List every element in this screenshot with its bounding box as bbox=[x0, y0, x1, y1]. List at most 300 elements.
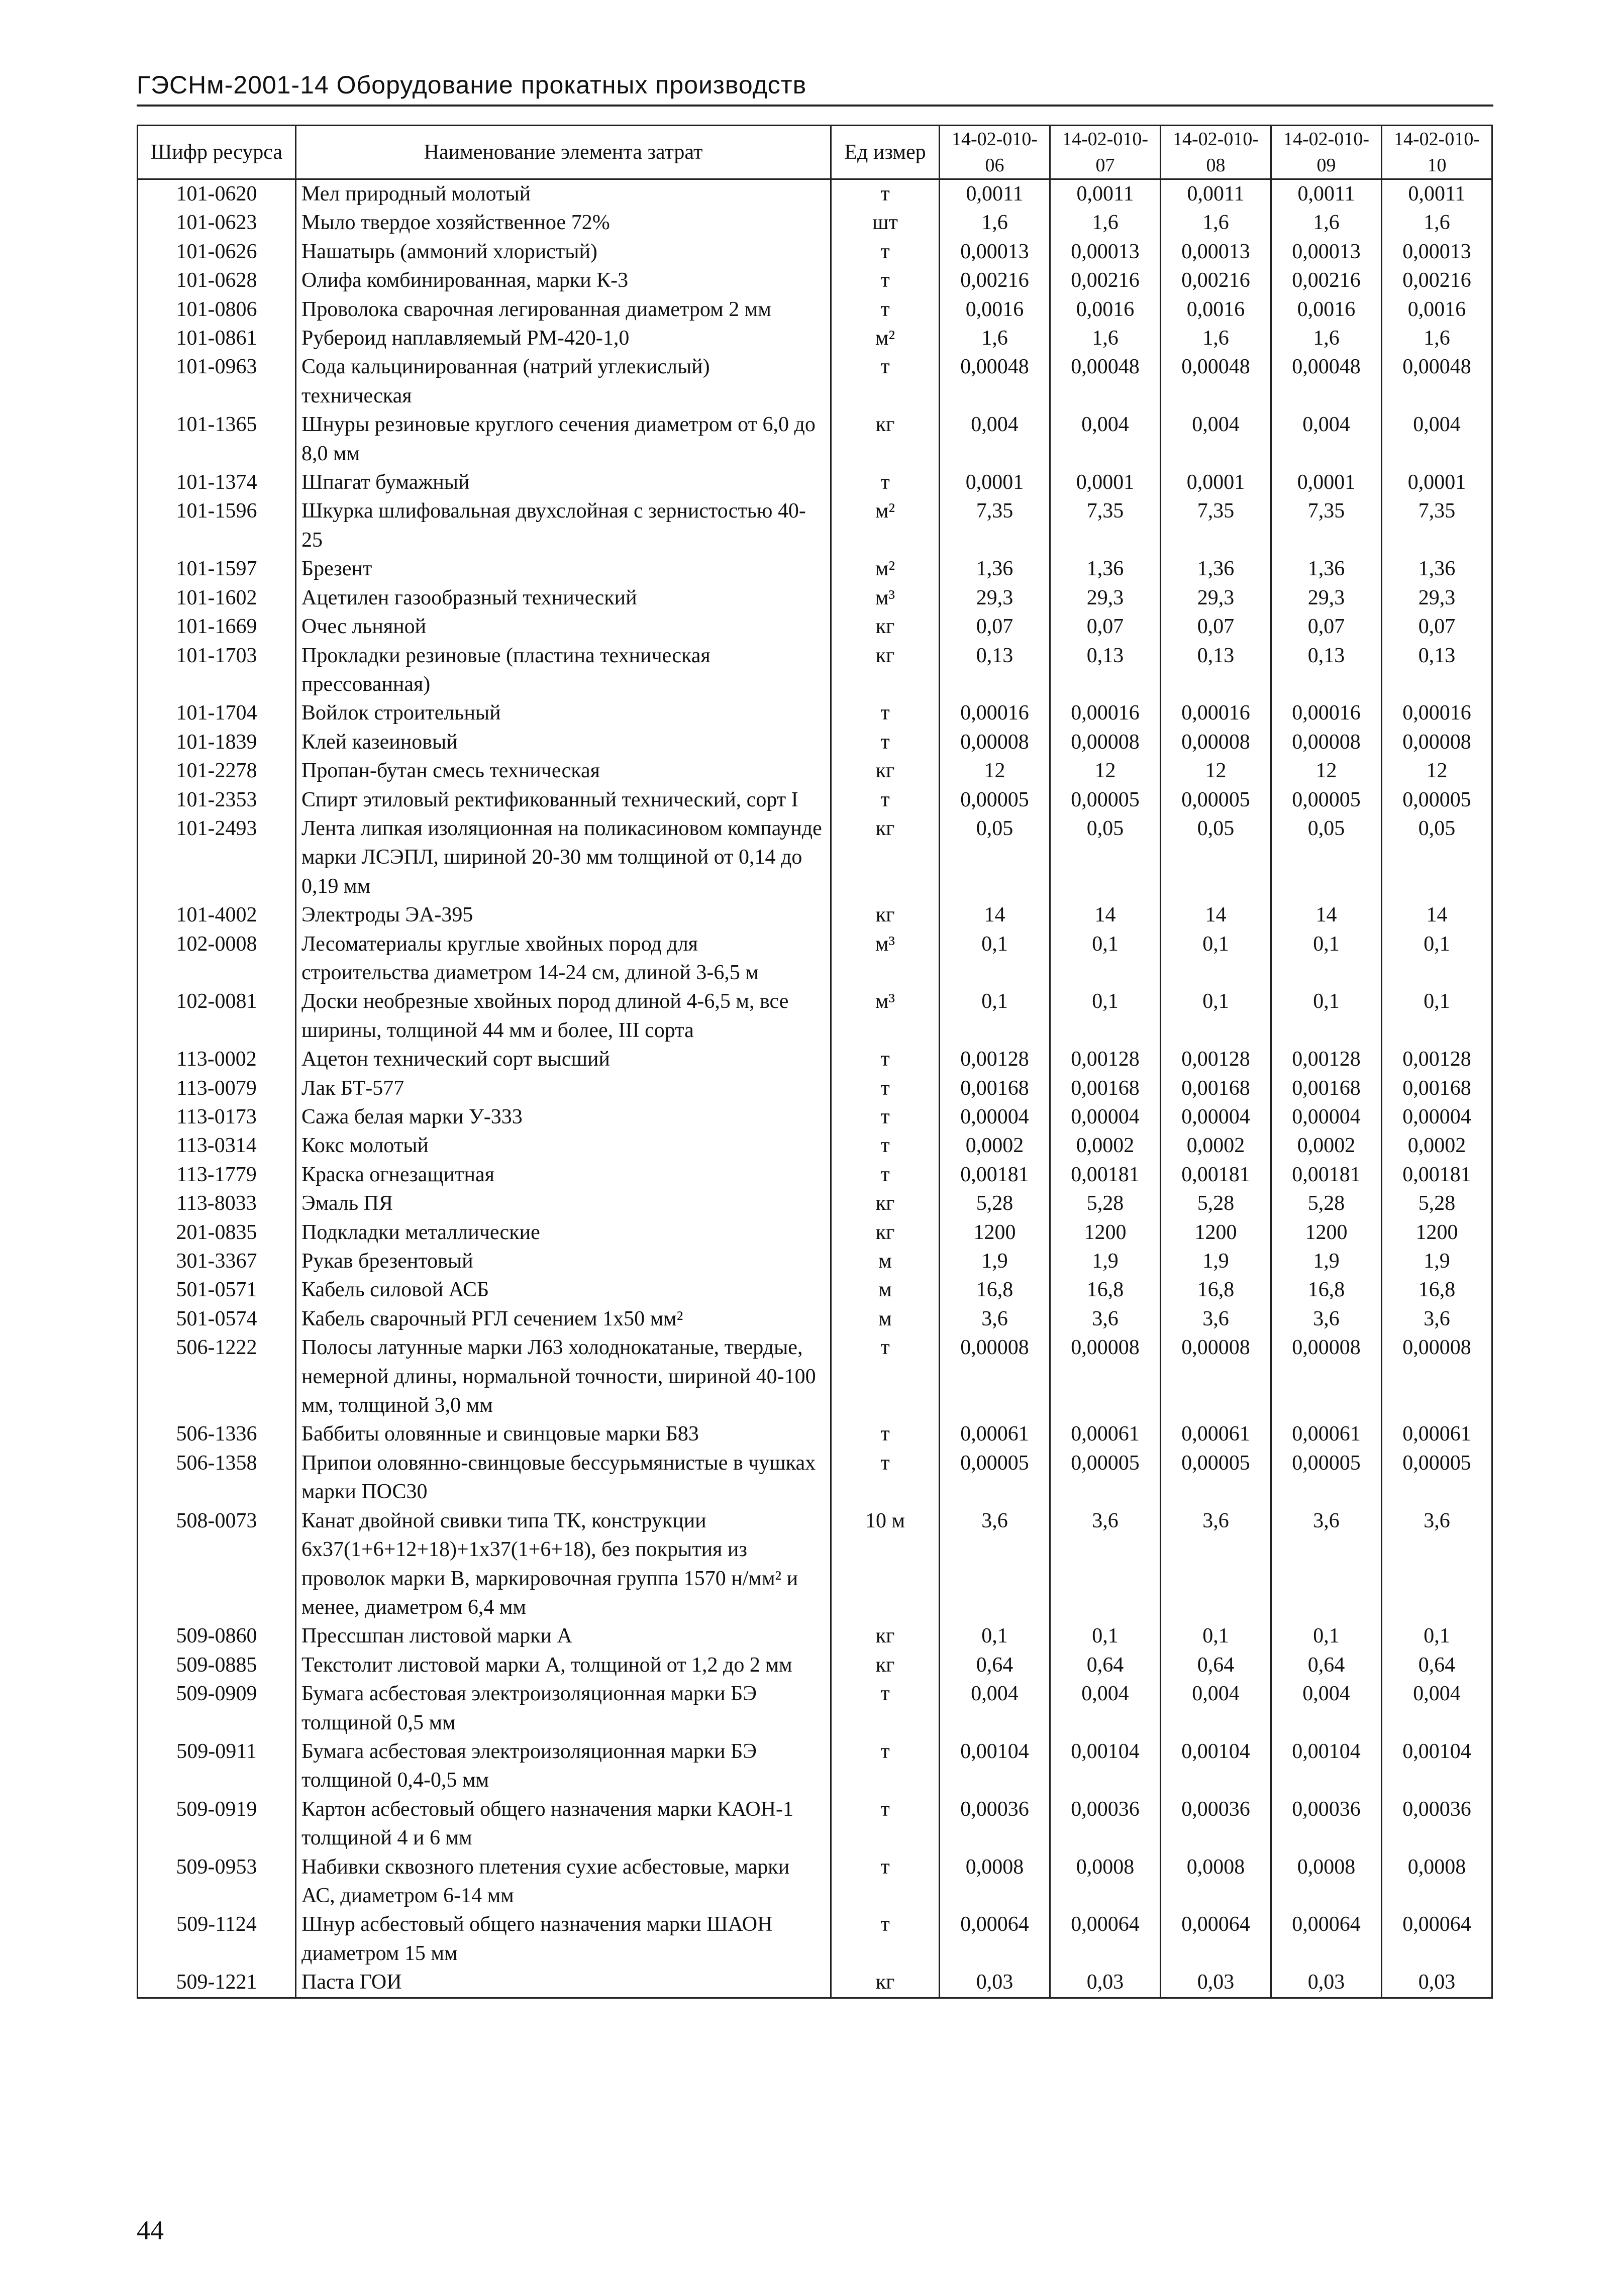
cell-value: 0,00005 bbox=[940, 1449, 1050, 1507]
cell-name: Войлок строительный bbox=[296, 699, 831, 728]
col-header-rate: 14-02-010-06 bbox=[940, 126, 1050, 179]
cell-value: 0,00013 bbox=[1161, 238, 1271, 266]
cell-name: Мыло твердое хозяйственное 72% bbox=[296, 209, 831, 237]
cell-value: 14 bbox=[940, 901, 1050, 930]
cell-name: Шкурка шлифовальная двухслойная с зернистостью 40-25 bbox=[296, 497, 831, 555]
cell-code: 501-0574 bbox=[138, 1305, 296, 1333]
cell-value: 0,07 bbox=[1050, 612, 1161, 641]
cell-value: 0,1 bbox=[1271, 1622, 1382, 1651]
cell-value: 0,1 bbox=[940, 987, 1050, 1045]
cell-value: 0,0016 bbox=[1382, 295, 1492, 324]
cell-unit: кг bbox=[831, 1651, 940, 1680]
cell-unit: т bbox=[831, 1853, 940, 1911]
cell-value: 0,00128 bbox=[1271, 1045, 1382, 1074]
cell-value: 0,00008 bbox=[1050, 728, 1161, 757]
cell-value: 0,00005 bbox=[1161, 786, 1271, 814]
cell-code: 102-0081 bbox=[138, 987, 296, 1045]
cell-value: 0,00004 bbox=[1382, 1103, 1492, 1131]
cell-value: 0,00168 bbox=[940, 1074, 1050, 1103]
cell-value: 1,36 bbox=[1050, 555, 1161, 583]
cell-value: 29,3 bbox=[1271, 584, 1382, 612]
cell-value: 0,1 bbox=[1271, 987, 1382, 1045]
table-row bbox=[138, 1651, 1492, 1680]
cell-value: 0,00128 bbox=[940, 1045, 1050, 1074]
cell-value: 0,0011 bbox=[940, 179, 1050, 209]
cell-value: 0,00061 bbox=[940, 1420, 1050, 1449]
cell-code: 101-1374 bbox=[138, 468, 296, 497]
table-row bbox=[138, 353, 1492, 410]
table-row bbox=[138, 1420, 1492, 1449]
cell-value: 0,00016 bbox=[940, 699, 1050, 728]
cell-code: 301-3367 bbox=[138, 1247, 296, 1276]
cell-value: 0,00064 bbox=[1050, 1910, 1161, 1968]
cell-code: 508-0073 bbox=[138, 1507, 296, 1622]
cell-name: Сода кальцинированная (натрий углекислый) техническая bbox=[296, 353, 831, 410]
cell-value: 0,00013 bbox=[1271, 238, 1382, 266]
table-row bbox=[138, 1968, 1492, 1998]
cell-value: 0,00104 bbox=[1050, 1737, 1161, 1795]
cell-name: Клей казеиновый bbox=[296, 728, 831, 757]
cell-code: 113-0173 bbox=[138, 1103, 296, 1131]
table-row bbox=[138, 1189, 1492, 1218]
cell-name: Брезент bbox=[296, 555, 831, 583]
table-row bbox=[138, 814, 1492, 901]
cell-value: 0,0011 bbox=[1161, 179, 1271, 209]
cell-value: 29,3 bbox=[1382, 584, 1492, 612]
table-row bbox=[138, 238, 1492, 266]
cell-value: 16,8 bbox=[1382, 1276, 1492, 1304]
cell-name: Эмаль ПЯ bbox=[296, 1189, 831, 1218]
table-row bbox=[138, 1305, 1492, 1333]
cell-value: 0,64 bbox=[1271, 1651, 1382, 1680]
cell-name: Канат двойной свивки типа ТК, конструкции 6х37(1+6+12+18)+1х37(1+6+18), без покрытия из проволок марки В, маркировочная группа 1570 н/мм² и менее, диаметром 6,4 мм bbox=[296, 1507, 831, 1622]
cell-value: 1,6 bbox=[1161, 209, 1271, 237]
cell-value: 5,28 bbox=[1161, 1189, 1271, 1218]
cell-name: Полосы латунные марки Л63 холоднокатаные, твердые, немерной длины, нормальной точности, шириной 40-100 мм, толщиной 3,0 мм bbox=[296, 1333, 831, 1420]
cell-code: 101-2493 bbox=[138, 814, 296, 901]
cell-value: 0,00104 bbox=[1271, 1737, 1382, 1795]
cell-value: 0,00181 bbox=[940, 1161, 1050, 1189]
cell-value: 1,9 bbox=[1382, 1247, 1492, 1276]
cell-value: 7,35 bbox=[940, 497, 1050, 555]
cell-code: 509-1124 bbox=[138, 1910, 296, 1968]
cell-value: 0,07 bbox=[1271, 612, 1382, 641]
table-row bbox=[138, 699, 1492, 728]
cell-value: 1,36 bbox=[1271, 555, 1382, 583]
cell-value: 0,05 bbox=[1271, 814, 1382, 901]
table-row bbox=[138, 324, 1492, 353]
cell-unit: кг bbox=[831, 757, 940, 785]
cell-value: 1,9 bbox=[1271, 1247, 1382, 1276]
cell-value: 0,00064 bbox=[940, 1910, 1050, 1968]
cell-value: 0,00048 bbox=[940, 353, 1050, 410]
cell-code: 113-0079 bbox=[138, 1074, 296, 1103]
cell-value: 0,00048 bbox=[1382, 353, 1492, 410]
cell-value: 0,00016 bbox=[1271, 699, 1382, 728]
cell-value: 0,00064 bbox=[1382, 1910, 1492, 1968]
cell-value: 0,1 bbox=[1050, 987, 1161, 1045]
table-row bbox=[138, 612, 1492, 641]
col-header-code: Шифр ресурса bbox=[138, 126, 296, 179]
cell-code: 101-1596 bbox=[138, 497, 296, 555]
cell-value: 16,8 bbox=[1271, 1276, 1382, 1304]
cell-value: 14 bbox=[1050, 901, 1161, 930]
table-row bbox=[138, 728, 1492, 757]
cell-value: 0,07 bbox=[1382, 612, 1492, 641]
table-row bbox=[138, 642, 1492, 699]
cell-value: 0,00128 bbox=[1161, 1045, 1271, 1074]
table-row bbox=[138, 1074, 1492, 1103]
cell-value: 0,07 bbox=[1161, 612, 1271, 641]
cell-name: Баббиты оловянные и свинцовые марки Б83 bbox=[296, 1420, 831, 1449]
cell-value: 3,6 bbox=[940, 1305, 1050, 1333]
cell-name: Лак БТ-577 bbox=[296, 1074, 831, 1103]
table-row bbox=[138, 1507, 1492, 1622]
cell-value: 0,00016 bbox=[1382, 699, 1492, 728]
cell-code: 101-2278 bbox=[138, 757, 296, 785]
cell-code: 101-0626 bbox=[138, 238, 296, 266]
cell-unit: т bbox=[831, 1910, 940, 1968]
cell-value: 1,6 bbox=[1050, 209, 1161, 237]
table-row bbox=[138, 1737, 1492, 1795]
cell-value: 0,00216 bbox=[1271, 266, 1382, 295]
cell-value: 0,0011 bbox=[1271, 179, 1382, 209]
cell-value: 0,0008 bbox=[1161, 1853, 1271, 1911]
cell-value: 0,00008 bbox=[1161, 728, 1271, 757]
cell-unit: т bbox=[831, 1333, 940, 1420]
cell-value: 0,00061 bbox=[1050, 1420, 1161, 1449]
table-row bbox=[138, 1910, 1492, 1968]
cell-code: 101-1597 bbox=[138, 555, 296, 583]
cell-value: 0,00216 bbox=[1161, 266, 1271, 295]
cell-value: 1,6 bbox=[1050, 324, 1161, 353]
cell-unit: т bbox=[831, 699, 940, 728]
cell-value: 0,00061 bbox=[1161, 1420, 1271, 1449]
cell-value: 3,6 bbox=[1382, 1305, 1492, 1333]
table-row bbox=[138, 1795, 1492, 1853]
cell-value: 0,00061 bbox=[1382, 1420, 1492, 1449]
cell-code: 201-0835 bbox=[138, 1218, 296, 1247]
cell-name: Очес льняной bbox=[296, 612, 831, 641]
table-row bbox=[138, 930, 1492, 988]
cell-unit: кг bbox=[831, 642, 940, 699]
cell-code: 101-0861 bbox=[138, 324, 296, 353]
cell-value: 0,004 bbox=[1271, 410, 1382, 468]
table-row bbox=[138, 1622, 1492, 1651]
cell-unit: т bbox=[831, 1449, 940, 1507]
cell-value: 0,00181 bbox=[1271, 1161, 1382, 1189]
cell-code: 509-0953 bbox=[138, 1853, 296, 1911]
cell-value: 0,004 bbox=[1161, 410, 1271, 468]
cell-code: 101-1704 bbox=[138, 699, 296, 728]
cell-unit: кг bbox=[831, 1622, 940, 1651]
cell-name: Картон асбестовый общего назначения марки КАОН-1 толщиной 4 и 6 мм bbox=[296, 1795, 831, 1853]
cell-value: 0,64 bbox=[1382, 1651, 1492, 1680]
cell-value: 0,0002 bbox=[1271, 1131, 1382, 1160]
cell-value: 0,00008 bbox=[1271, 728, 1382, 757]
cell-value: 0,1 bbox=[1382, 1622, 1492, 1651]
cell-code: 506-1222 bbox=[138, 1333, 296, 1420]
cell-value: 0,00048 bbox=[1161, 353, 1271, 410]
cell-unit: т bbox=[831, 353, 940, 410]
cell-name: Ацетилен газообразный технический bbox=[296, 584, 831, 612]
cell-value: 0,05 bbox=[940, 814, 1050, 901]
cell-value: 0,00004 bbox=[940, 1103, 1050, 1131]
cell-name: Кабель сварочный РГЛ сечением 1х50 мм² bbox=[296, 1305, 831, 1333]
table-row bbox=[138, 987, 1492, 1045]
table-row bbox=[138, 410, 1492, 468]
cell-unit: т bbox=[831, 1045, 940, 1074]
cell-value: 0,00013 bbox=[1050, 238, 1161, 266]
cell-value: 0,00036 bbox=[1382, 1795, 1492, 1853]
cell-value: 0,00104 bbox=[940, 1737, 1050, 1795]
cell-code: 102-0008 bbox=[138, 930, 296, 988]
table-row bbox=[138, 1218, 1492, 1247]
cell-code: 101-1703 bbox=[138, 642, 296, 699]
cell-value: 0,00036 bbox=[940, 1795, 1050, 1853]
cell-unit: кг bbox=[831, 612, 940, 641]
cell-value: 0,00216 bbox=[1050, 266, 1161, 295]
cell-value: 0,00016 bbox=[1161, 699, 1271, 728]
table-row bbox=[138, 497, 1492, 555]
cell-value: 1200 bbox=[1382, 1218, 1492, 1247]
cell-code: 113-1779 bbox=[138, 1161, 296, 1189]
cell-value: 1,6 bbox=[1161, 324, 1271, 353]
cell-code: 101-2353 bbox=[138, 786, 296, 814]
cell-value: 0,13 bbox=[940, 642, 1050, 699]
cell-value: 0,00181 bbox=[1161, 1161, 1271, 1189]
resource-table bbox=[137, 125, 1493, 1999]
cell-value: 0,1 bbox=[1050, 1622, 1161, 1651]
table-row bbox=[138, 209, 1492, 237]
cell-code: 101-0620 bbox=[138, 179, 296, 209]
cell-value: 1200 bbox=[940, 1218, 1050, 1247]
cell-value: 1,9 bbox=[1050, 1247, 1161, 1276]
cell-unit: т bbox=[831, 1103, 940, 1131]
cell-value: 0,004 bbox=[1050, 1680, 1161, 1737]
cell-name: Проволока сварочная легированная диаметром 2 мм bbox=[296, 295, 831, 324]
cell-value: 3,6 bbox=[1050, 1305, 1161, 1333]
cell-unit: т bbox=[831, 179, 940, 209]
cell-code: 509-0911 bbox=[138, 1737, 296, 1795]
cell-value: 0,00168 bbox=[1382, 1074, 1492, 1103]
table-row bbox=[138, 1680, 1492, 1737]
cell-value: 0,00168 bbox=[1161, 1074, 1271, 1103]
header-rule bbox=[137, 105, 1493, 107]
cell-name: Подкладки металлические bbox=[296, 1218, 831, 1247]
cell-name: Прессшпан листовой марки А bbox=[296, 1622, 831, 1651]
cell-value: 29,3 bbox=[1161, 584, 1271, 612]
cell-value: 0,004 bbox=[940, 1680, 1050, 1737]
col-header-rate: 14-02-010-09 bbox=[1271, 126, 1382, 179]
cell-value: 12 bbox=[1050, 757, 1161, 785]
cell-value: 3,6 bbox=[1271, 1507, 1382, 1622]
cell-code: 101-1669 bbox=[138, 612, 296, 641]
cell-value: 3,6 bbox=[1382, 1507, 1492, 1622]
cell-unit: м² bbox=[831, 324, 940, 353]
cell-name: Пропан-бутан смесь техническая bbox=[296, 757, 831, 785]
cell-value: 0,03 bbox=[1382, 1968, 1492, 1998]
cell-value: 0,1 bbox=[1050, 930, 1161, 988]
table-row bbox=[138, 1161, 1492, 1189]
page-header-title: ГЭСНм-2001-14 Оборудование прокатных производств bbox=[137, 71, 807, 99]
cell-value: 0,00005 bbox=[1382, 786, 1492, 814]
table-row bbox=[138, 1276, 1492, 1304]
cell-value: 0,00013 bbox=[1382, 238, 1492, 266]
cell-code: 101-0628 bbox=[138, 266, 296, 295]
cell-code: 506-1358 bbox=[138, 1449, 296, 1507]
cell-name: Кабель силовой АСБ bbox=[296, 1276, 831, 1304]
cell-value: 0,0002 bbox=[1161, 1131, 1271, 1160]
cell-value: 0,0001 bbox=[1161, 468, 1271, 497]
cell-value: 0,1 bbox=[940, 930, 1050, 988]
cell-value: 12 bbox=[1382, 757, 1492, 785]
cell-name: Шнуры резиновые круглого сечения диаметром от 6,0 до 8,0 мм bbox=[296, 410, 831, 468]
cell-code: 113-8033 bbox=[138, 1189, 296, 1218]
cell-value: 3,6 bbox=[1161, 1305, 1271, 1333]
cell-name: Олифа комбинированная, марки К-3 bbox=[296, 266, 831, 295]
cell-value: 0,03 bbox=[940, 1968, 1050, 1998]
cell-unit: м³ bbox=[831, 930, 940, 988]
page-number: 44 bbox=[137, 2215, 164, 2245]
table-row bbox=[138, 1045, 1492, 1074]
cell-value: 3,6 bbox=[940, 1507, 1050, 1622]
table-row bbox=[138, 1333, 1492, 1420]
cell-unit: кг bbox=[831, 1189, 940, 1218]
cell-value: 0,1 bbox=[940, 1622, 1050, 1651]
cell-value: 1,6 bbox=[1382, 324, 1492, 353]
cell-code: 113-0314 bbox=[138, 1131, 296, 1160]
cell-value: 1,6 bbox=[1271, 324, 1382, 353]
table-row bbox=[138, 1103, 1492, 1131]
cell-value: 0,03 bbox=[1161, 1968, 1271, 1998]
cell-value: 0,00008 bbox=[1382, 728, 1492, 757]
cell-value: 0,00008 bbox=[1382, 1333, 1492, 1420]
cell-value: 1,6 bbox=[940, 324, 1050, 353]
cell-value: 1200 bbox=[1271, 1218, 1382, 1247]
cell-name: Нашатырь (аммоний хлористый) bbox=[296, 238, 831, 266]
cell-value: 5,28 bbox=[940, 1189, 1050, 1218]
cell-value: 0,00016 bbox=[1050, 699, 1161, 728]
cell-name: Прокладки резиновые (пластина техническая прессованная) bbox=[296, 642, 831, 699]
cell-unit: т bbox=[831, 728, 940, 757]
cell-name: Паста ГОИ bbox=[296, 1968, 831, 1998]
cell-value: 0,05 bbox=[1161, 814, 1271, 901]
cell-value: 0,0016 bbox=[1161, 295, 1271, 324]
cell-value: 0,0001 bbox=[1271, 468, 1382, 497]
cell-value: 12 bbox=[1161, 757, 1271, 785]
cell-value: 3,6 bbox=[1050, 1507, 1161, 1622]
cell-value: 1,6 bbox=[1382, 209, 1492, 237]
cell-unit: т bbox=[831, 295, 940, 324]
cell-value: 16,8 bbox=[1161, 1276, 1271, 1304]
table-row bbox=[138, 901, 1492, 930]
table-row bbox=[138, 1131, 1492, 1160]
cell-code: 101-1839 bbox=[138, 728, 296, 757]
cell-code: 501-0571 bbox=[138, 1276, 296, 1304]
cell-value: 0,1 bbox=[1161, 987, 1271, 1045]
cell-unit: шт bbox=[831, 209, 940, 237]
cell-value: 0,0001 bbox=[1382, 468, 1492, 497]
cell-unit: т bbox=[831, 238, 940, 266]
cell-value: 0,0011 bbox=[1050, 179, 1161, 209]
cell-unit: м bbox=[831, 1305, 940, 1333]
cell-value: 0,00005 bbox=[1271, 786, 1382, 814]
cell-value: 0,00104 bbox=[1161, 1737, 1271, 1795]
cell-value: 1,36 bbox=[1382, 555, 1492, 583]
table-row bbox=[138, 468, 1492, 497]
cell-code: 509-1221 bbox=[138, 1968, 296, 1998]
cell-name: Бумага асбестовая электроизоляционная марки БЭ толщиной 0,5 мм bbox=[296, 1680, 831, 1737]
cell-value: 0,00005 bbox=[1161, 1449, 1271, 1507]
cell-value: 0,13 bbox=[1271, 642, 1382, 699]
cell-name: Лесоматериалы круглые хвойных пород для строительства диаметром 14-24 см, длиной 3-6,5 м bbox=[296, 930, 831, 988]
cell-value: 0,00008 bbox=[940, 728, 1050, 757]
cell-value: 0,0016 bbox=[940, 295, 1050, 324]
cell-name: Ацетон технический сорт высший bbox=[296, 1045, 831, 1074]
cell-value: 0,0016 bbox=[1050, 295, 1161, 324]
table-body bbox=[138, 179, 1492, 1998]
cell-unit: м³ bbox=[831, 987, 940, 1045]
cell-value: 0,00008 bbox=[940, 1333, 1050, 1420]
cell-value: 1,36 bbox=[1161, 555, 1271, 583]
cell-value: 0,0011 bbox=[1382, 179, 1492, 209]
cell-value: 0,00168 bbox=[1271, 1074, 1382, 1103]
cell-name: Текстолит листовой марки А, толщиной от 1,2 до 2 мм bbox=[296, 1651, 831, 1680]
cell-value: 0,0016 bbox=[1271, 295, 1382, 324]
cell-unit: кг bbox=[831, 901, 940, 930]
cell-value: 0,00036 bbox=[1161, 1795, 1271, 1853]
cell-value: 0,004 bbox=[940, 410, 1050, 468]
cell-value: 0,0008 bbox=[1271, 1853, 1382, 1911]
cell-value: 0,1 bbox=[1161, 1622, 1271, 1651]
cell-value: 1,6 bbox=[1271, 209, 1382, 237]
cell-code: 509-0860 bbox=[138, 1622, 296, 1651]
cell-value: 0,64 bbox=[940, 1651, 1050, 1680]
cell-value: 0,00216 bbox=[940, 266, 1050, 295]
cell-value: 14 bbox=[1382, 901, 1492, 930]
cell-value: 0,0002 bbox=[940, 1131, 1050, 1160]
cell-value: 3,6 bbox=[1271, 1305, 1382, 1333]
col-header-name: Наименование элемента затрат bbox=[296, 126, 831, 179]
cell-value: 0,1 bbox=[1161, 930, 1271, 988]
cell-value: 0,004 bbox=[1161, 1680, 1271, 1737]
cell-name: Шнур асбестовый общего назначения марки ШАОН диаметром 15 мм bbox=[296, 1910, 831, 1968]
cell-unit: м³ bbox=[831, 584, 940, 612]
table-row bbox=[138, 1853, 1492, 1911]
cell-value: 1,9 bbox=[1161, 1247, 1271, 1276]
col-header-rate: 14-02-010-10 bbox=[1382, 126, 1492, 179]
cell-value: 7,35 bbox=[1382, 497, 1492, 555]
cell-value: 0,004 bbox=[1271, 1680, 1382, 1737]
table-row bbox=[138, 757, 1492, 785]
cell-code: 113-0002 bbox=[138, 1045, 296, 1074]
cell-value: 0,00008 bbox=[1050, 1333, 1161, 1420]
cell-value: 0,05 bbox=[1050, 814, 1161, 901]
cell-value: 16,8 bbox=[1050, 1276, 1161, 1304]
cell-value: 1200 bbox=[1050, 1218, 1161, 1247]
cell-name: Рубероид наплавляемый РМ-420-1,0 bbox=[296, 324, 831, 353]
cell-value: 1,9 bbox=[940, 1247, 1050, 1276]
cell-value: 0,07 bbox=[940, 612, 1050, 641]
cell-value: 0,64 bbox=[1050, 1651, 1161, 1680]
cell-name: Припои оловянно-свинцовые бессурьмянистые в чушках марки ПОС30 bbox=[296, 1449, 831, 1507]
table-row bbox=[138, 786, 1492, 814]
col-header-unit: Ед измер bbox=[831, 126, 940, 179]
cell-name: Сажа белая марки У-333 bbox=[296, 1103, 831, 1131]
cell-value: 1,36 bbox=[940, 555, 1050, 583]
cell-value: 0,0001 bbox=[940, 468, 1050, 497]
